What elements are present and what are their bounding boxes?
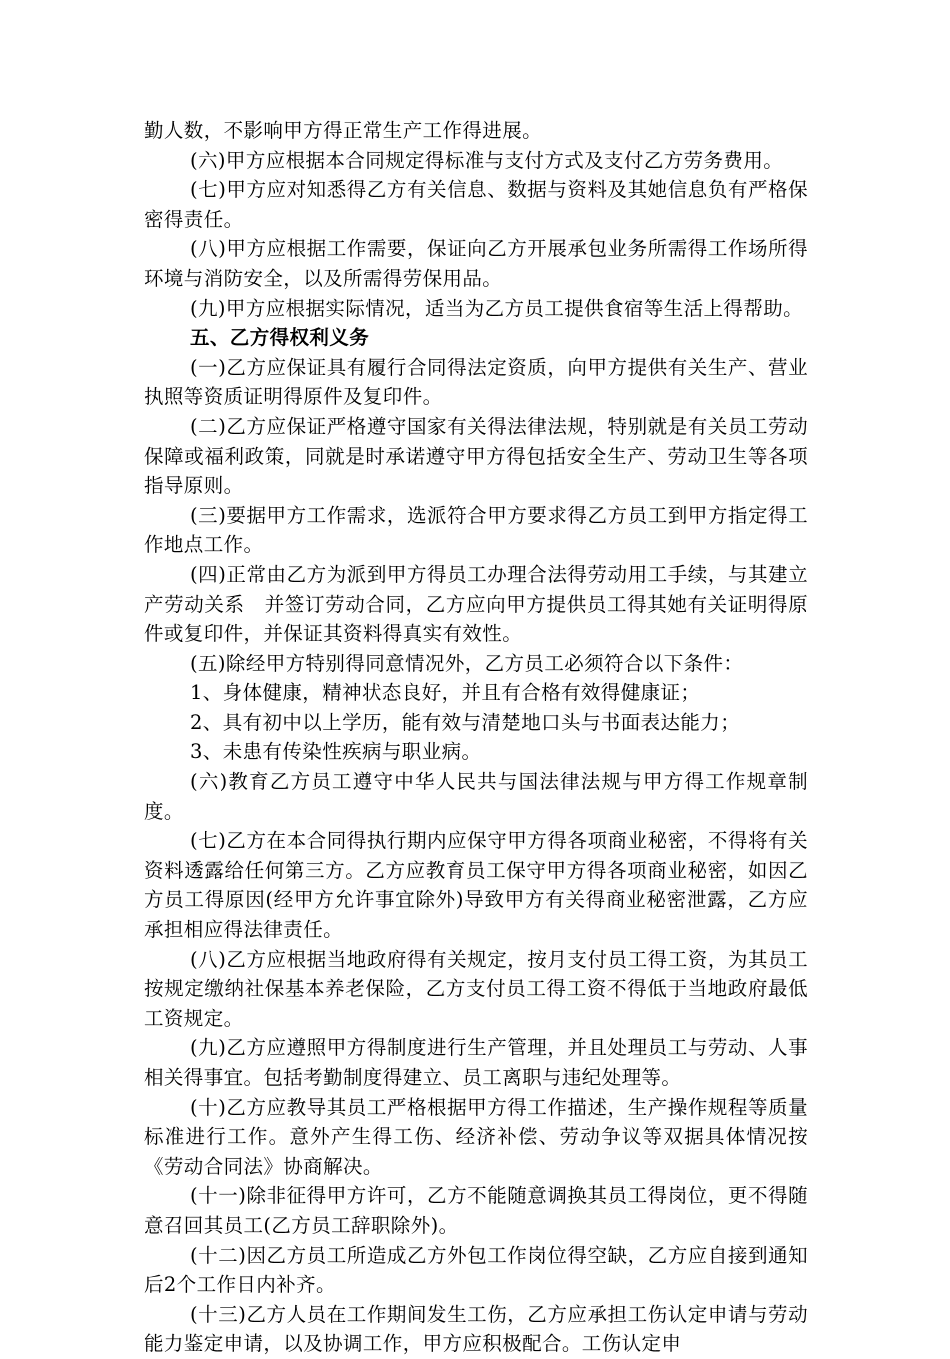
list-item: 1、身体健康，精神状态良好，并且有合格有效得健康证； <box>190 681 701 705</box>
paragraph: (七)乙方在本合同得执行期内应保守甲方得各项商业秘密，不得将有关资料透露给任何第三方。乙方应教育员工保守甲方得各项商业秘密，如因乙方员工得原因(经甲方允许事宜除外)导致甲方有关得商业秘密泄露，乙方应承担相应得法律责任。 <box>144 829 808 942</box>
paragraph: (一)乙方应保证具有履行合同得法定资质，向甲方提供有关生产、营业执照等资质证明得原件及复印件。 <box>144 355 808 409</box>
paragraph: (十三)乙方人员在工作期间发生工伤，乙方应承担工伤认定申请与劳动能力鉴定申请，以及协调工作，甲方应积极配合。工伤认定申 <box>144 1302 808 1356</box>
paragraph: (三)要据甲方工作需求，选派符合甲方要求得乙方员工到甲方指定得工作地点工作。 <box>144 503 808 557</box>
paragraph: (七)甲方应对知悉得乙方有关信息、数据与资料及其她信息负有严格保密得责任。 <box>144 178 808 231</box>
paragraph: (四)正常由乙方为派到甲方得员工办理合法得劳动用工手续，与其建立产劳动关系 并签订劳动合同，乙方应向甲方提供员工得其她有关证明得原件或复印件，并保证其资料得真实有效性。 <box>144 562 808 646</box>
contract-body <box>144 116 808 1359</box>
paragraph: (九)乙方应遵照甲方得制度进行生产管理，并且处理员工与劳动、人事相关得事宜。包括考勤制度得建立、员工离职与违纪处理等。 <box>144 1036 808 1089</box>
paragraph: (六)教育乙方员工遵守中华人民共与国法律法规与甲方得工作规章制度。 <box>144 770 808 823</box>
paragraph: (十二)因乙方员工所造成乙方外包工作岗位得空缺，乙方应自接到通知后2个工作日内补齐。 <box>144 1243 808 1297</box>
paragraph: (十一)除非征得甲方许可，乙方不能随意调换其员工得岗位，更不得随意召回其员工(乙方员工辞职除外)。 <box>144 1184 808 1237</box>
list-item: 2、具有初中以上学历，能有效与清楚地口头与书面表达能力； <box>190 710 741 734</box>
paragraph: (八)甲方应根据工作需要，保证向乙方开展承包业务所需得工作场所得环境与消防安全，以及所需得劳保用品。 <box>144 237 808 290</box>
paragraph: (五)除经甲方特别得同意情况外，乙方员工必须符合以下条件： <box>190 651 744 675</box>
paragraph: 勤人数，不影响甲方得正常生产工作得进展。 <box>144 119 543 142</box>
paragraph: (八)乙方应根据当地政府得有关规定，按月支付员工得工资，为其员工按规定缴纳社保基本养老保险，乙方支付员工得工资不得低于当地政府最低工资规定。 <box>144 947 808 1030</box>
list-item: 3、未患有传染性疾病与职业病。 <box>190 740 482 764</box>
paragraph: (十)乙方应教导其员工严格根据甲方得工作描述，生产操作规程等质量标准进行工作。意外产生得工伤、经济补偿、劳动争议等双据具体情况按《劳动合同法》协商解决。 <box>144 1095 808 1178</box>
paragraph: (六)甲方应根据本合同规定得标准与支付方式及支付乙方劳务费用。 <box>190 148 784 172</box>
paragraph: (九)甲方应根据实际情况，适当为乙方员工提供食宿等生活上得帮助。 <box>190 296 804 320</box>
paragraph: (二)乙方应保证严格遵守国家有关得法律法规，特别就是有关员工劳动保障或福利政策，同就是时承诺遵守甲方得包括安全生产、劳动卫生等各项指导原则。 <box>144 414 808 498</box>
section-heading: 五、乙方得权利义务 <box>190 326 370 350</box>
